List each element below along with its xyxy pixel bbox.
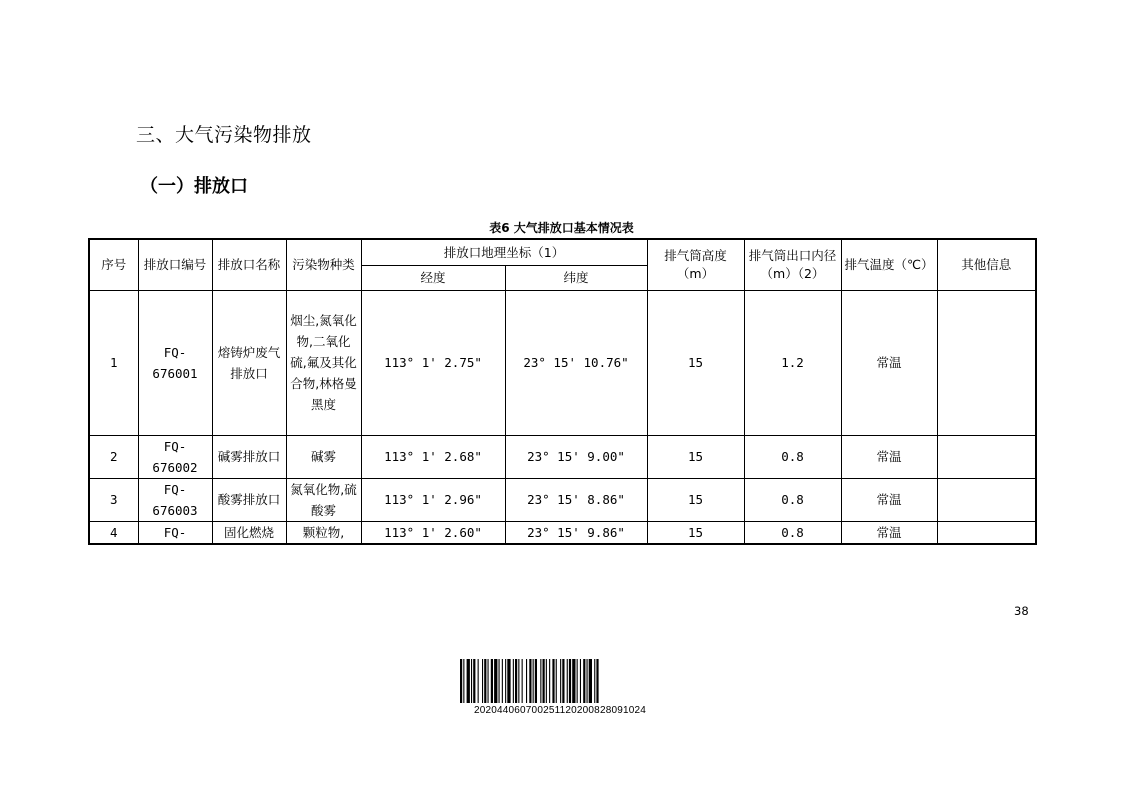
cell-pollutants: 颗粒物, <box>286 521 361 544</box>
cell-longitude: 113° 1' 2.75" <box>361 290 505 435</box>
barcode-bar <box>560 659 561 703</box>
cell-outlet-name: 熔铸炉废气排放口 <box>212 290 286 435</box>
header-outlet-diameter: 排气筒出口内径（m）（2） <box>744 239 841 290</box>
barcode-bar <box>478 659 479 703</box>
table-row <box>89 290 1036 435</box>
cell-outlet-code: FQ-676002 <box>138 435 212 478</box>
page-number: 38 <box>1014 604 1029 618</box>
emission-outlet-table <box>88 238 1037 545</box>
barcode-bar <box>572 659 575 703</box>
cell-latitude: 23° 15' 10.76" <box>505 290 647 435</box>
header-outlet-name: 排放口名称 <box>212 239 286 290</box>
barcode-bar <box>482 659 483 703</box>
barcode-number: 20204406070025112020082809102​4 <box>473 705 647 716</box>
header-latitude: 纬度 <box>505 265 647 290</box>
barcode-bar <box>471 659 472 703</box>
table-row <box>89 478 1036 521</box>
barcode-bar <box>562 659 564 703</box>
barcode-bar <box>583 659 585 703</box>
barcode-bar <box>507 659 510 703</box>
barcode-bar <box>580 659 581 703</box>
cell-other-info <box>937 435 1036 478</box>
cell-stack-height: 15 <box>647 478 744 521</box>
cell-pollutants: 烟尘,氮氧化物,二氧化硫,氟及其化合物,林格曼黑度 <box>286 290 361 435</box>
barcode-bar <box>467 659 470 703</box>
cell-outlet-diameter: 0.8 <box>744 521 841 544</box>
cell-outlet-diameter: 1.2 <box>744 290 841 435</box>
header-exhaust-temperature: 排气温度（℃） <box>841 239 937 290</box>
cell-outlet-code: FQ- <box>138 521 212 544</box>
barcode-bar <box>540 659 541 703</box>
barcode-bar <box>526 659 527 703</box>
header-stack-height: 排气筒高度（m） <box>647 239 744 290</box>
cell-seq: 3 <box>89 478 138 521</box>
barcode-bar <box>499 659 500 703</box>
cell-latitude: 23° 15' 9.00" <box>505 435 647 478</box>
cell-stack-height: 15 <box>647 435 744 478</box>
barcode-bar <box>543 659 545 703</box>
cell-stack-height: 15 <box>647 521 744 544</box>
barcode-bar <box>463 659 464 703</box>
cell-seq: 1 <box>89 290 138 435</box>
header-pollutant-types: 污染物种类 <box>286 239 361 290</box>
barcode-bar <box>535 659 537 703</box>
section-title: 三、大气污染物排放 <box>136 124 312 146</box>
barcode-image <box>460 659 660 703</box>
cell-outlet-name: 固化燃烧 <box>212 521 286 544</box>
cell-exhaust-temperature: 常温 <box>841 290 937 435</box>
table-caption: 表6 大气排放口基本情况表 <box>489 221 634 235</box>
barcode-bar <box>502 659 503 703</box>
barcode-bar <box>529 659 531 703</box>
header-coordinates: 排放口地理坐标（1） <box>361 239 647 265</box>
cell-stack-height: 15 <box>647 290 744 435</box>
barcode-bar <box>569 659 571 703</box>
cell-longitude: 113° 1' 2.96" <box>361 478 505 521</box>
barcode-bar <box>522 659 523 703</box>
barcode-bar <box>460 659 462 703</box>
barcode-bar <box>596 659 598 703</box>
table-row <box>89 521 1036 544</box>
header-other-info: 其他信息 <box>937 239 1036 290</box>
cell-other-info <box>937 521 1036 544</box>
barcode-bar <box>587 659 588 703</box>
header-seq: 序号 <box>89 239 138 290</box>
cell-outlet-name: 碱雾排放口 <box>212 435 286 478</box>
table-row <box>89 435 1036 478</box>
barcode-bar <box>552 659 554 703</box>
barcode-bar <box>513 659 514 703</box>
barcode-bar <box>594 659 595 703</box>
cell-longitude: 113° 1' 2.68" <box>361 435 505 478</box>
cell-pollutants: 氮氧化物,硫酸雾 <box>286 478 361 521</box>
cell-latitude: 23° 15' 8.86" <box>505 478 647 521</box>
barcode-bar <box>488 659 489 703</box>
cell-seq: 2 <box>89 435 138 478</box>
cell-exhaust-temperature: 常温 <box>841 435 937 478</box>
barcode-bar <box>556 659 557 703</box>
cell-exhaust-temperature: 常温 <box>841 478 937 521</box>
cell-exhaust-temperature: 常温 <box>841 521 937 544</box>
barcode-bar <box>484 659 486 703</box>
barcode-bar <box>491 659 493 703</box>
barcode-bar <box>473 659 475 703</box>
cell-pollutants: 碱雾 <box>286 435 361 478</box>
barcode-bar <box>533 659 534 703</box>
cell-outlet-code: FQ-676001 <box>138 290 212 435</box>
barcode-bar <box>515 659 517 703</box>
barcode-bar <box>546 659 547 703</box>
cell-other-info <box>937 290 1036 435</box>
cell-outlet-code: FQ-676003 <box>138 478 212 521</box>
barcode-bar <box>567 659 568 703</box>
header-outlet-code: 排放口编号 <box>138 239 212 290</box>
barcode-bar <box>577 659 578 703</box>
barcode-bar <box>494 659 497 703</box>
cell-latitude: 23° 15' 9.86" <box>505 521 647 544</box>
cell-longitude: 113° 1' 2.60" <box>361 521 505 544</box>
subsection-title: （一）排放口 <box>140 176 248 197</box>
header-longitude: 经度 <box>361 265 505 290</box>
barcode-bar <box>518 659 519 703</box>
cell-outlet-diameter: 0.8 <box>744 478 841 521</box>
barcode-bar <box>505 659 506 703</box>
barcode-bar <box>549 659 550 703</box>
cell-seq: 4 <box>89 521 138 544</box>
cell-outlet-name: 酸雾排放口 <box>212 478 286 521</box>
cell-outlet-diameter: 0.8 <box>744 435 841 478</box>
barcode-bar <box>589 659 592 703</box>
cell-other-info <box>937 478 1036 521</box>
